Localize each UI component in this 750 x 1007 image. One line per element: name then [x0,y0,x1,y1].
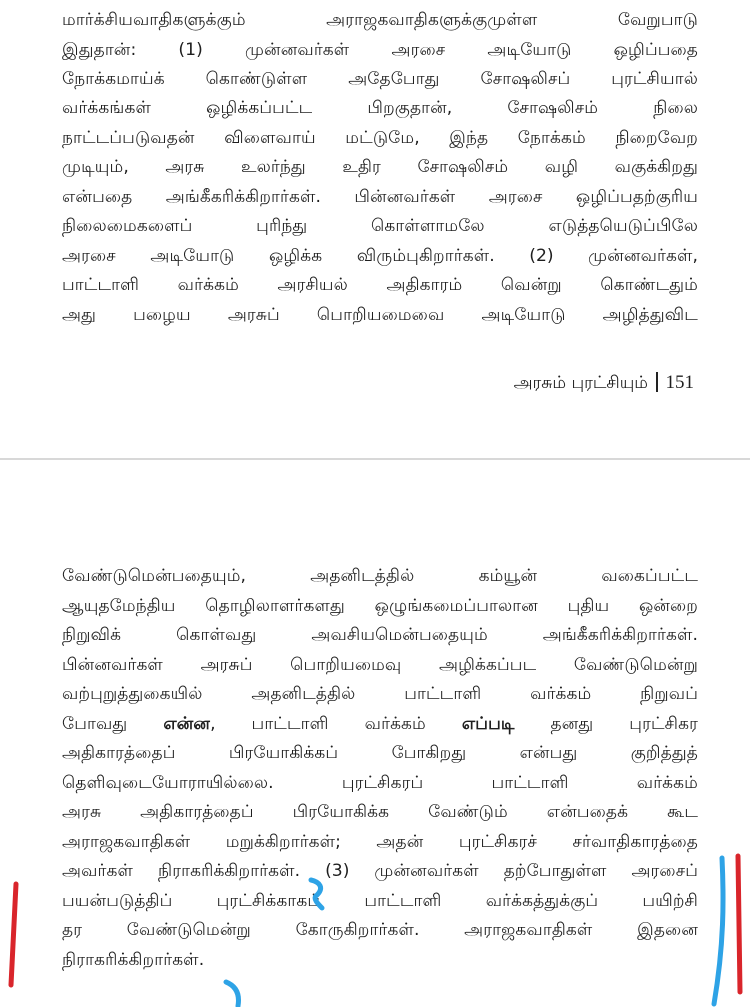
text-line: மார்க்சியவாதிகளுக்கும் அராஜகவாதிகளுக்குமுள்ள வேறுபாடு [62,10,698,30]
footer-divider [656,372,658,392]
bold-word-enna: என்ன [163,714,211,734]
running-title: அரசும் புரட்சியும் [513,373,648,393]
text-line: தெளிவுடையோராயில்லை. புரட்சிகரப் பாட்டாளி வர்க்கம் [62,773,698,793]
text-line: பின்னவர்கள் அரசுப் பொறியமைவு அழிக்கப்பட வேண்டுமென்று [62,655,698,675]
text-line: அதிகாரத்தைப் பிரயோகிக்கப் போகிறது என்பது குறித்துத் [62,743,698,763]
text-line: நோக்கமாய்க் கொண்டுள்ள அதேபோது சோஷலிசப் புரட்சியால் [62,69,698,89]
text-line: அராஜகவாதிகள் மறுக்கிறார்கள்; அதன் புரட்சிகரச் சர்வாதிகாரத்தை [62,832,698,852]
text-line: வர்க்கங்கள் ஒழிக்கப்பட்ட பிறகுதான், சோஷலிசம் நிலை [62,98,698,118]
page-footer [514,372,694,394]
page-break-divider [0,458,750,460]
text-line: முடியும், அரசு உலர்ந்து உதிர சோஷலிசம் வழி வகுக்கிறது [62,157,698,177]
text-line: அவர்கள் நிராகரிக்கிறார்கள். (3) முன்னவர்கள் தற்போதுள்ள அரசைப் [62,861,698,881]
text-line: நிறுவிக் கொள்வது அவசியமென்பதையும் அங்கீகரிக்கிறார்கள். [62,625,698,645]
text-line: பயன்படுத்திப் புரட்சிக்காகப் பாட்டாளி வர்க்கத்துக்குப் பயிற்சி [62,891,698,911]
text-segment: , பாட்டாளி வர்க்கம் [210,714,462,734]
text-line: பாட்டாளி வர்க்கம் அரசியல் அதிகாரம் வென்று கொண்டதும் [62,275,698,295]
text-line: இதுதான்: (1) முன்னவர்கள் அரசை அடியோடு ஒழிப்பதை [62,40,698,60]
page-number: 151 [665,372,694,393]
bold-word-eppadi: எப்படி [461,714,515,734]
text-line [62,710,698,738]
text-segment: தனது புரட்சிகர [514,714,698,734]
text-line: நிராகரிக்கிறார்கள். [62,950,205,970]
text-line: அது பழைய அரசுப் பொறியமைவை அடியோடு அழித்துவிட [62,305,698,325]
text-line: வேண்டுமென்பதையும், அதனிடத்தில் கம்யூன் வகைப்பட்ட [62,566,698,586]
page-152 [0,462,750,1007]
text-line: ஆயுதமேந்திய தொழிலாளர்களது ஒழுங்கமைப்பாலான புதிய ஒன்றை [62,596,698,616]
text-line: தர வேண்டுமென்று கோருகிறார்கள். அராஜகவாதிகள் இதனை [62,920,698,940]
page-151 [0,0,750,460]
text-line: அரசு அதிகாரத்தைப் பிரயோகிக்க வேண்டும் என்பதைக் கூட [62,802,698,822]
text-line: என்பதை அங்கீகரிக்கிறார்கள். பின்னவர்கள் அரசை ஒழிப்பதற்குரிய [62,187,698,207]
text-line: வற்புறுத்துகையில் அதனிடத்தில் பாட்டாளி வர்க்கம் நிறுவப் [62,684,698,704]
text-line: அரசை அடியோடு ஒழிக்க விரும்புகிறார்கள். (2) முன்னவர்கள், [62,246,698,266]
text-line: நாட்டப்படுவதன் விளைவாய் மட்டுமே, இந்த நோக்கம் நிறைவேற [62,128,698,148]
text-line: நிலைமைகளைப் புரிந்து கொள்ளாமலே எடுத்தயெடுப்பிலே [62,216,698,236]
text-segment: போவது [62,714,164,734]
